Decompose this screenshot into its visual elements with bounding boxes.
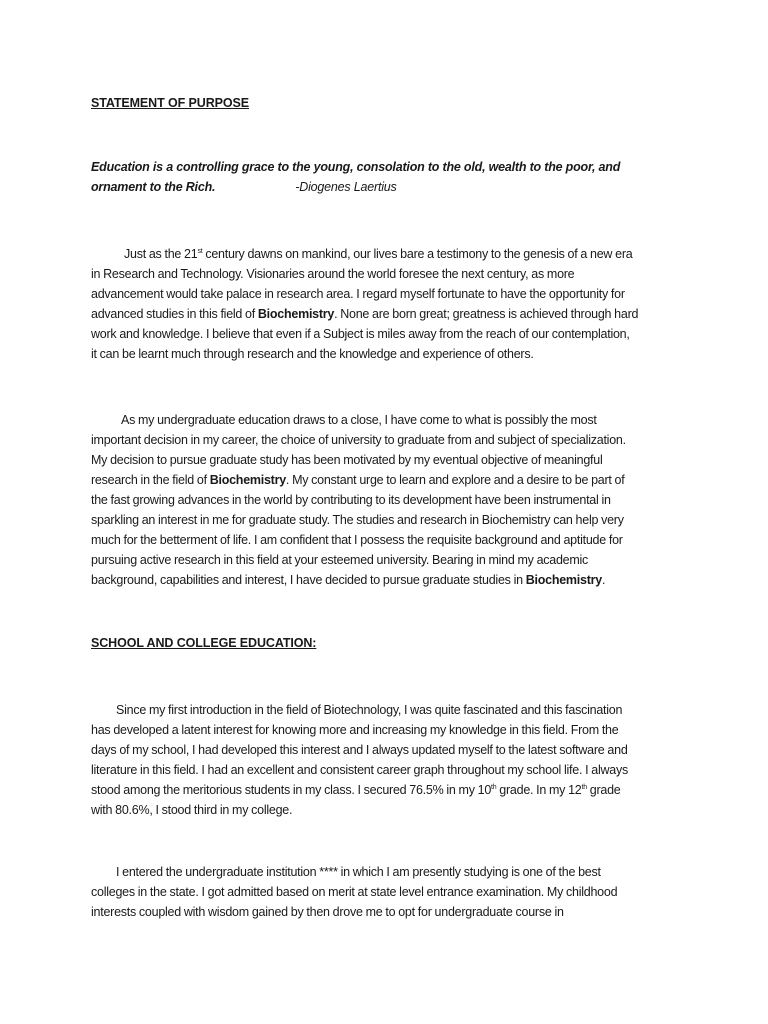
- text-span: stood among the meritorious students in my class. I secured 76.5% in my 10: [91, 783, 492, 797]
- paragraph-line: the fast growing advances in the world by contributing to its development have been instrumental in: [91, 493, 611, 507]
- paragraph-line: [91, 570, 673, 590]
- bold-text: Biochemistry: [525, 573, 602, 587]
- paragraph-school: [91, 700, 673, 820]
- paragraph-line: As my undergraduate education draws to a close, I have come to what is possibly the most: [121, 413, 597, 427]
- text-span: advanced studies in this field of: [91, 307, 258, 321]
- text-span: century dawns on mankind, our lives bare a testimony to the genesis of a new era: [202, 247, 633, 261]
- section-heading-education: SCHOOL AND COLLEGE EDUCATION:: [91, 636, 317, 650]
- paragraph-line: I entered the undergraduate institution **** in which I am presently studying is one of the best: [116, 865, 601, 879]
- paragraph-line: Since my first introduction in the field of Biotechnology, I was quite fascinated and this fascination: [116, 703, 623, 717]
- quote-author: -Diogenes Laertius: [295, 180, 397, 194]
- bold-text: Biochemistry: [257, 307, 335, 321]
- paragraph-intro: [91, 244, 673, 364]
- paragraph-line: My decision to pursue graduate study has been motivated by my eventual objective of meaningful: [91, 453, 603, 467]
- paragraph-line: sparkling an interest in me for graduate study. The studies and research in Biochemistry can help very: [91, 513, 624, 527]
- paragraph-undergraduate: [91, 862, 673, 922]
- paragraph-line: important decision in my career, the choice of university to graduate from and subject of specialization.: [91, 433, 626, 447]
- paragraph-line: interests coupled with wisdom gained by then drove me to opt for undergraduate course in: [91, 905, 564, 919]
- paragraph-line: has developed a latent interest for knowing more and increasing my knowledge in this field. From the: [91, 723, 619, 737]
- paragraph-line: [91, 244, 673, 264]
- epigraph-quote: [91, 157, 671, 197]
- text-span: Just as the 21: [124, 247, 198, 261]
- text-span: grade: [586, 783, 621, 797]
- quote-line-2-text: ornament to the Rich.: [91, 180, 216, 194]
- paragraph-line: with 80.6%, I stood third in my college.: [91, 803, 293, 817]
- quote-line-1: Education is a controlling grace to the young, consolation to the old, wealth to the poor, and: [91, 160, 621, 174]
- text-span: grade. In my 12: [496, 783, 582, 797]
- paragraph-line: in Research and Technology. Visionaries around the world foresee the next century, as more: [91, 267, 575, 281]
- paragraph-line: [91, 780, 673, 800]
- paragraph-line: colleges in the state. I got admitted based on merit at state level entrance examination. My childhood: [91, 885, 618, 899]
- text-span: research in the field of: [91, 473, 210, 487]
- text-span: . None are born great; greatness is achieved through hard: [334, 307, 639, 321]
- paragraph-line: work and knowledge. I believe that even if a Subject is miles away from the reach of our contemplation,: [91, 327, 630, 341]
- text-span: .: [601, 573, 606, 587]
- paragraph-line: [91, 304, 673, 324]
- paragraph-line: pursuing active research in this field at your esteemed university. Bearing in mind my academic: [91, 553, 589, 567]
- paragraph-line: advancement would take palace in research area. I regard myself fortunate to have the opportunity for: [91, 287, 625, 301]
- quote-line-2: [91, 177, 671, 197]
- paragraph-line: days of my school, I had developed this interest and I always updated myself to the latest software and: [91, 743, 628, 757]
- document-title: STATEMENT OF PURPOSE: [91, 96, 249, 110]
- superscript: st: [197, 248, 203, 255]
- text-span: . My constant urge to learn and explore and a desire to be part of: [285, 473, 625, 487]
- text-span: background, capabilities and interest, I have decided to pursue graduate studies in: [91, 573, 526, 587]
- bold-text: Biochemistry: [209, 473, 286, 487]
- superscript: th: [581, 784, 587, 791]
- paragraph-line: it can be learnt much through research and the knowledge and experience of others.: [91, 347, 534, 361]
- superscript: th: [491, 784, 497, 791]
- paragraph-line: literature in this field. I had an excellent and consistent career graph throughout my school life. I always: [91, 763, 628, 777]
- paragraph-line: much for the betterment of life. I am confident that I possess the requisite background and aptitude for: [91, 533, 623, 547]
- paragraph-line: [91, 470, 673, 490]
- paragraph-decision: [91, 410, 673, 590]
